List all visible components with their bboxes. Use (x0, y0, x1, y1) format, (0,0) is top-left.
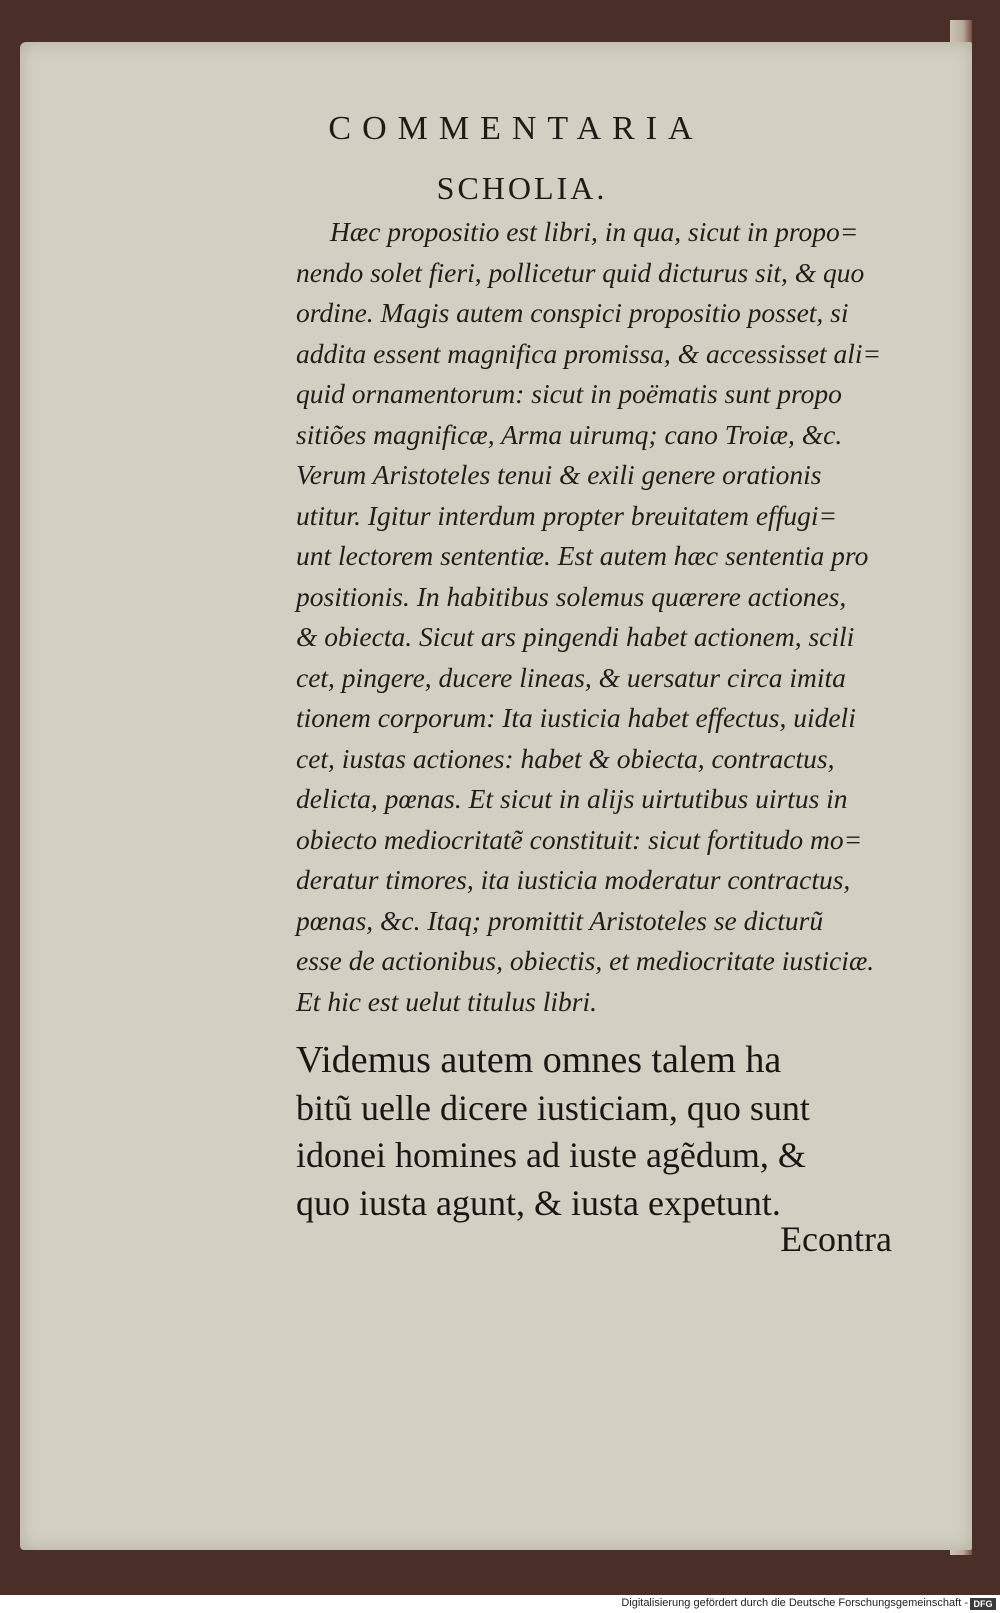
scholia-line: esse de actionibus, obiectis, et mediocritate iusticiæ. (296, 945, 875, 976)
scholia-line: Et hic est uelut titulus libri. (296, 985, 597, 1017)
scholia-line: addita essent magnifica promissa, & accessisset ali= (296, 337, 882, 369)
scholia-line: nendo solet fieri, pollicetur quid dicturus sit, & quo (296, 256, 865, 288)
main-text (296, 1037, 896, 1227)
running-head: COMMENTARIA (328, 110, 704, 147)
scholia-line: utitur. Igitur interdum propter breuitatem effugi= (296, 499, 838, 531)
scholia-line: Hæc propositio est libri, in qua, sicut in propo= (330, 216, 859, 247)
scholia-line: positionis. In habitibus solemus quærere actiones, (296, 580, 847, 612)
scholia-line: quid ornamentorum: sicut in poëmatis sunt propo (296, 378, 842, 409)
scholia-line: tionem corporum: Ita iusticia habet effectus, uideli (296, 702, 856, 733)
scholia-line: unt lectorem sententiæ. Est autem hæc sententia pro (296, 540, 869, 571)
scholia-line: sitiões magnificæ, Arma uirumq; cano Troiæ, &c. (296, 418, 843, 450)
scholia-line: pœnas, &c. Itaq; promittit Aristoteles se dicturũ (296, 904, 824, 936)
text-line: quo iusta agunt, & iusta expetunt. (296, 1182, 781, 1223)
scholia-line: cet, iustas actiones: habet & obiecta, contractus, (296, 742, 835, 774)
text-line: Videmus autem omnes talem ha (296, 1039, 782, 1081)
scholia-line: obiecto mediocritatẽ constituit: sicut fortitudo mo= (296, 823, 863, 855)
text-line: idonei homines ad iuste agẽdum, & (296, 1135, 806, 1175)
text-line: bitũ uelle dicere iusticiam, quo sunt (296, 1087, 810, 1128)
scholia-line: deratur timores, ita iusticia moderatur contractus, (296, 864, 851, 895)
scholia-line: ordine. Magis autem conspici propositio posset, si (296, 297, 849, 328)
scholia-text (296, 212, 896, 1022)
scholia-line: cet, pingere, ducere lineas, & uersatur circa imita (296, 661, 846, 693)
scholia-line: & obiecta. Sicut ars pingendi habet actionem, scili (296, 621, 855, 652)
scholia-line: Verum Aristoteles tenui & exili genere orationis (296, 459, 822, 490)
footer-credit: Digitalisierung gefördert durch die Deutsche Forschungsgemeinschaft - (621, 1597, 968, 1609)
dfg-logo: DFG (970, 1598, 996, 1610)
catchword: Econtra (780, 1219, 892, 1259)
section-title: SCHOLIA. (436, 170, 608, 206)
scholia-line: delicta, pœnas. Et sicut in alijs uirtutibus uirtus in (296, 783, 848, 814)
